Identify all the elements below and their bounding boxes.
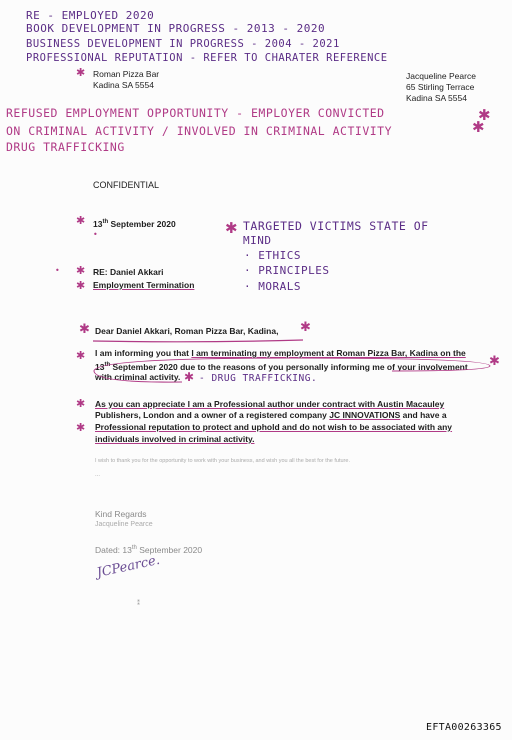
dated-rest: September 2020 [136,544,203,555]
star-mark: ✱ [76,214,86,227]
para1-date-day: 13 [95,361,105,372]
note-ethics: · ETHICS [244,249,301,262]
sender-street: 65 Stirling Terrace [406,82,475,92]
para1-line1-highlight: I am terminating my employment at Roman Pizza Bar, Kadina on the [191,348,466,358]
recipient-name: Roman Pizza Bar [93,69,160,79]
para1-line1-start: I am informing you that [95,348,192,358]
note-re-employed: RE - EMPLOYED 2020 [26,9,155,22]
para2-line2 [95,410,447,420]
dated-suffix: th [131,545,137,551]
closing-name: Jacqueline Pearce [95,521,153,528]
star-mark: ✱ [300,320,311,335]
star-mark: ✱ [489,354,500,369]
note-professional-reputation: PROFESSIONAL REPUTATION - REFER TO CHARATER REFERENCE [26,52,388,64]
para2-line2-start: Publishers, London and a owner of a registered company [95,410,330,420]
para1-line2-rest: September 2020 due to the reasons of you personally informing me of your involvement [110,361,468,372]
star-mark: ✱ [225,219,238,237]
document-id: EFTA00263365 [426,722,502,733]
dated-line [95,543,202,555]
para2-line2-end: and have a [400,410,447,420]
recipient-city: Kadina SA 5554 [93,80,154,90]
letter-date-suffix: th [102,219,109,225]
faint-closing-line: I wish to thank you for the opportunity to work with your business, and wish you all the best for the future. [95,458,350,464]
para1-box [92,357,492,385]
confidential-label: CONFIDENTIAL [93,180,160,190]
para1-line3: with criminal activity. [95,372,181,382]
salutation-underline [93,339,303,343]
letter-date-day: 13 [93,218,103,229]
star-mark: • [55,266,60,275]
star-mark: ✱ [76,349,86,362]
sender-name: Jacqueline Pearce [406,71,476,81]
star-mark: ✱ [478,106,491,124]
star-mark: ✱ [76,279,86,292]
star-mark: ✱ [472,118,485,136]
para2-line1: As you can appreciate I am a Professional author under contract with Austin Macauley [95,399,445,409]
note-criminal-activity: ON CRIMINAL ACTIVITY / INVOLVED IN CRIMINAL ACTIVITY [6,124,393,138]
note-para1-drug-trafficking: - DRUG TRAFFICKING. [199,373,318,384]
note-principles: · PRINCIPLES [244,264,330,277]
star-mark: ✱ [184,370,195,384]
note-book-development: BOOK DEVELOPMENT IN PROGRESS - 2013 - 2020 [26,22,326,35]
letter-date-rest: September 2020 [108,218,176,229]
letter-date [93,217,176,229]
closing: Kind Regards [95,509,147,519]
note-targeted-victims: TARGETED VICTIMS STATE OF [243,219,429,233]
star-mark: ✱ [76,66,86,79]
note-business-development: BUSINESS DEVELOPMENT IN PROGRESS - 2004 - 2021 [26,38,340,50]
para2-company: JC INNOVATIONS [329,410,401,420]
note-drug-trafficking: DRUG TRAFFICKING [6,140,125,154]
faint-mark: ... [95,472,101,478]
signature: JCPearce. [95,552,162,581]
star-mark: ✱ [76,421,86,434]
note-refused-employment: REFUSED EMPLOYMENT OPPORTUNITY - EMPLOYER CONVICTED [6,106,385,120]
note-morals: · MORALS [244,280,301,293]
para1-date-suffix: th [104,362,111,368]
para2-line4: individuals involved in criminal activity. [95,434,255,444]
dated-day: 13 [122,544,132,555]
para2-line3: Professional reputation to protect and uphold and do not wish to be associated with any [95,422,453,432]
salutation: Dear Daniel Akkari, Roman Pizza Bar, Kadina, [95,326,279,336]
star-mark: ✱ [76,264,86,277]
subject-line: Employment Termination [93,280,195,290]
note-mind: MIND [243,234,272,247]
star-mark: ✱ [79,322,90,337]
re-line: RE: Daniel Akkari [93,267,164,277]
stray-mark: ⁑ [137,600,140,607]
sender-city: Kadina SA 5554 [406,93,467,103]
star-mark: ✱ [76,397,86,410]
dated-label: Dated: [95,544,121,555]
star-mark: • [93,230,98,239]
